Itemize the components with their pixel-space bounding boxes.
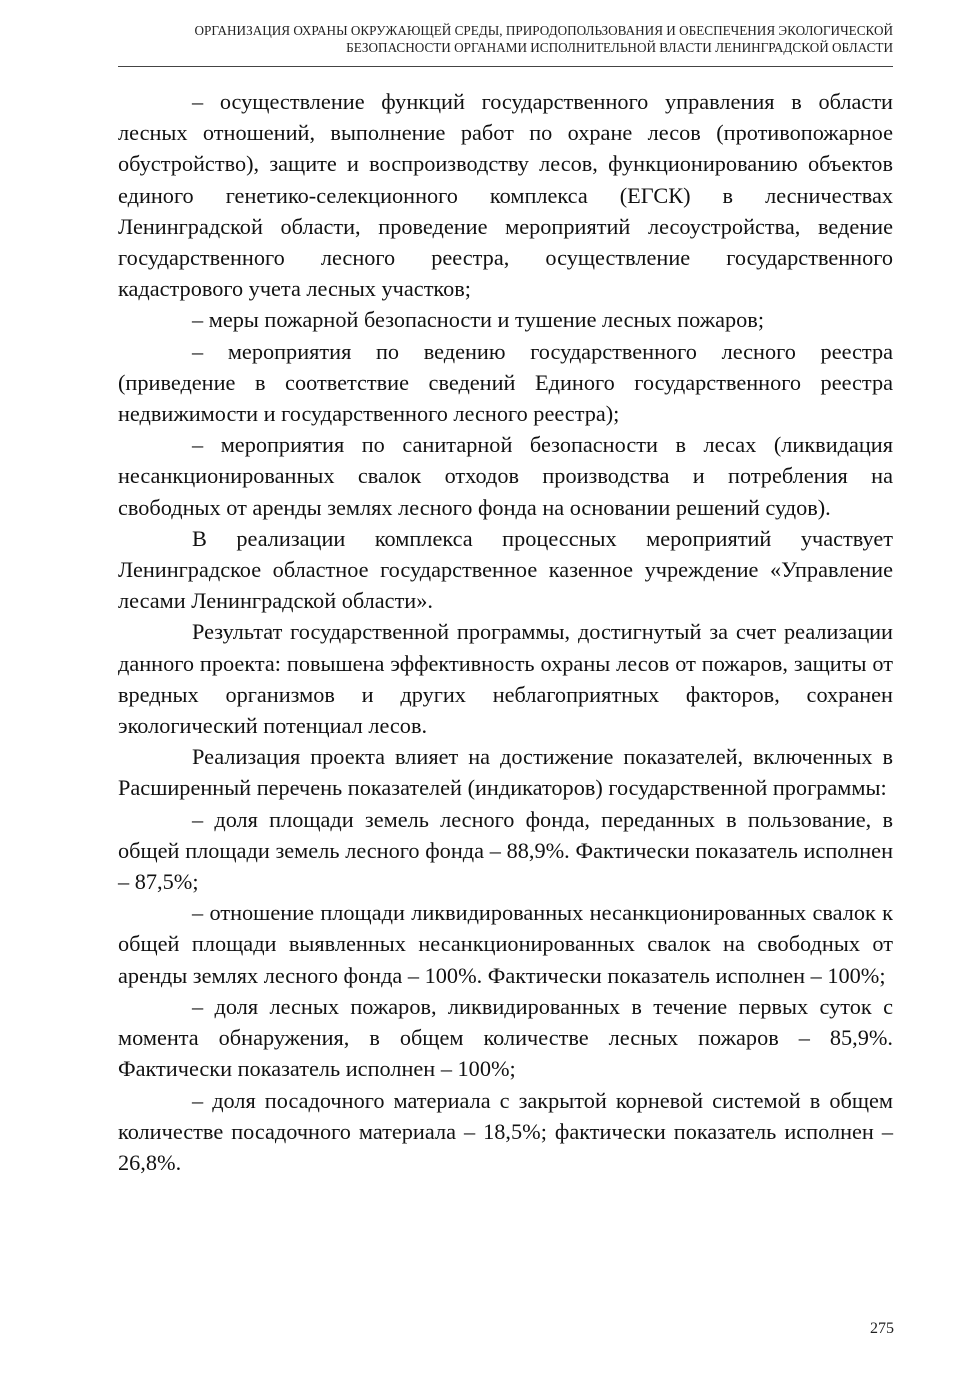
page-number: 275 xyxy=(870,1320,894,1337)
paragraph-indicator-fires: – доля лесных пожаров, ликвидированных в течение первых суток с момента обнаружения, в общем количестве лесных пожаров – 85,9%. Фактически показатель исполнен – 100%; xyxy=(118,993,893,1082)
paragraph-forest-management: – осуществление функций государственного управления в области лесных отношений, выполнение работ по охране лесов (противопожарное обустройство), защите и воспроизводству лесов, функционированию объектов единого генетико-селекционного комплекса (ЕГСК) в лесничествах Ленинградской области, проведение мероприятий лесоустройства, ведение государственного лесного реестра, осуществление государственного кадастрового учета лесных участков; xyxy=(118,89,893,302)
paragraph-indicators-intro: Реализация проекта влияет на достижение показателей, включенных в Расширенный перечень показателей (индикаторов) государственной программы: xyxy=(118,744,893,801)
paragraph-sanitary-safety: – мероприятия по санитарной безопасности в лесах (ликвидация несанкционированных свалок отходов производства и потребления на свободных от аренды землях лесного фонда на основании решений судов). xyxy=(118,432,893,520)
body-text xyxy=(118,86,893,1178)
paragraph-forest-register: – мероприятия по ведению государственного лесного реестра (приведение в соответствие сведений Единого государственного реестра недвижимости и государственного лесного реестра); xyxy=(118,338,893,427)
paragraph-fire-safety: – меры пожарной безопасности и тушение лесных пожаров; xyxy=(192,307,765,333)
running-header-line-2: БЕЗОПАСНОСТИ ОРГАНАМИ ИСПОЛНИТЕЛЬНОЙ ВЛАСТИ ЛЕНИНГРАДСКОЙ ОБЛАСТИ xyxy=(346,40,893,55)
header-divider xyxy=(118,66,893,67)
paragraph-indicator-land-share: – доля площади земель лесного фонда, переданных в пользование, в общей площади земель лесного фонда – 88,9%. Фактически показатель исполнен – 87,5%; xyxy=(118,806,893,895)
running-header xyxy=(118,22,893,56)
paragraph-institution: В реализации комплекса процессных мероприятий участвует Ленинградское областное государственное казенное учреждение «Управление лесами Ленинградской области». xyxy=(118,525,893,614)
paragraph-result: Результат государственной программы, достигнутый за счет реализации данного проекта: повышена эффективность охраны лесов от пожаров, защиты от вредных организмов и других неблагоприятных факторов, сохранен экологический потенциал лесов. xyxy=(118,619,893,739)
running-header-line-1: ОРГАНИЗАЦИЯ ОХРАНЫ ОКРУЖАЮЩЕЙ СРЕДЫ, ПРИРОДОПОЛЬЗОВАНИЯ И ОБЕСПЕЧЕНИЯ ЭКОЛОГИЧЕСКОЙ xyxy=(194,23,893,38)
paragraph-indicator-seedlings: – доля посадочного материала с закрытой корневой системой в общем количестве посадочного материала – 18,5%; фактически показатель исполнен – 26,8%. xyxy=(118,1087,893,1175)
paragraph-indicator-dumps: – отношение площади ликвидированных несанкционированных свалок к общей площади выявленных несанкционированных свалок на свободных от аренды землях лесного фонда – 100%. Фактически показатель исполнен – 100%; xyxy=(118,900,893,988)
